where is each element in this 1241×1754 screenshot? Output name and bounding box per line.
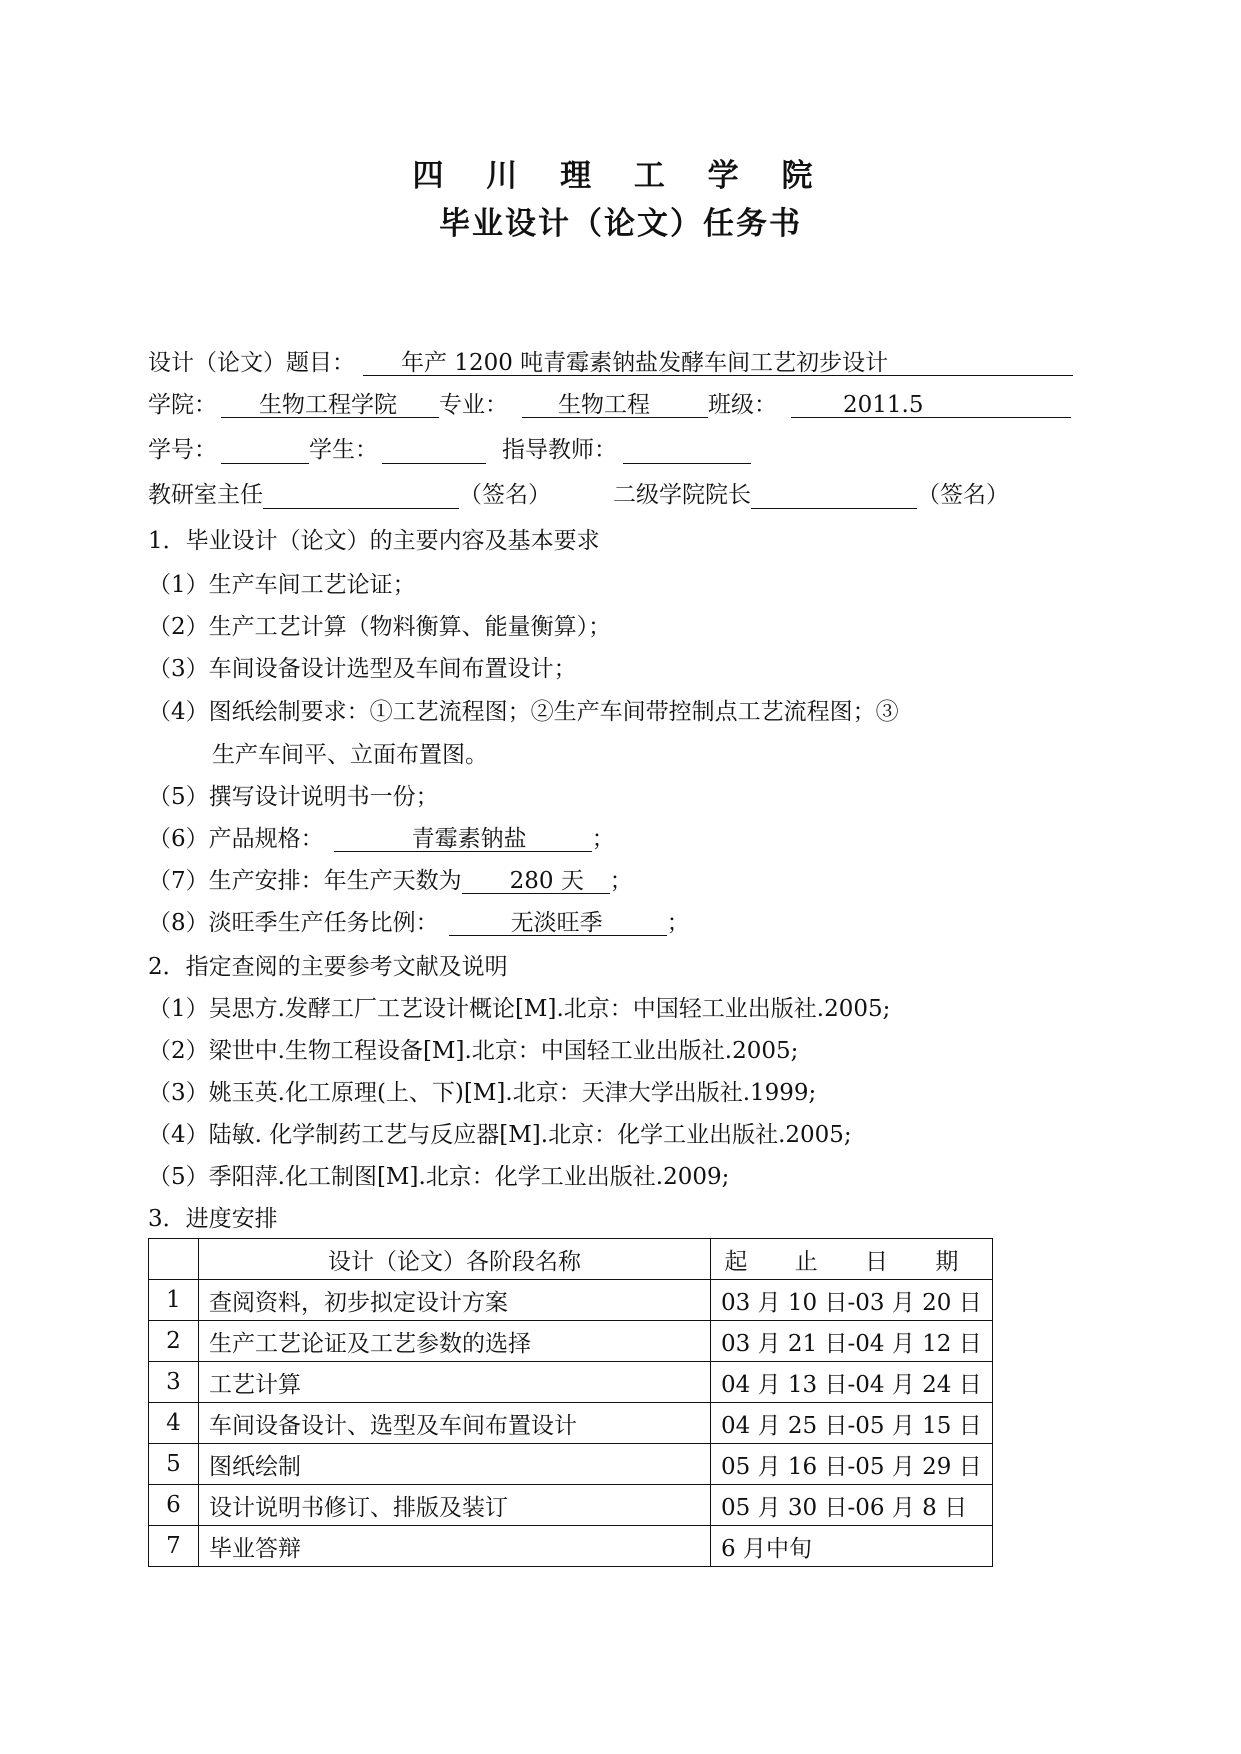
advisor-label: 指导教师： (502, 437, 617, 463)
table-row (149, 1444, 993, 1485)
date-range: 6 月中旬 (711, 1526, 993, 1567)
table-row (149, 1485, 993, 1526)
stage-name: 设计说明书修订、排版及装订 (199, 1485, 711, 1526)
requirement-item: （5）撰写设计说明书一份； (148, 784, 439, 810)
header-date-text: 起 止 日 期 (724, 1248, 979, 1275)
date-range: 05 月 30 日-06 月 8 日 (711, 1485, 993, 1526)
table-header-row (149, 1239, 993, 1280)
topic-label: 设计（论文）题目： (148, 350, 355, 376)
requirement-item: （4）图纸绘制要求：①工艺流程图；②生产车间带控制点工艺流程图；③ (148, 699, 899, 725)
section3-heading: 3．进度安排 (148, 1206, 278, 1232)
stage-name: 工艺计算 (199, 1362, 711, 1403)
header-number-cell (149, 1239, 199, 1280)
stage-name: 毕业答辩 (199, 1526, 711, 1567)
stage-name: 查阅资料，初步拟定设计方案 (199, 1280, 711, 1321)
dean-sign-note: （签名） (917, 482, 1009, 508)
product-spec-end: ； (591, 826, 615, 852)
product-spec-label: （6）产品规格： (148, 826, 324, 852)
stage-name: 车间设备设计、选型及车间布置设计 (199, 1403, 711, 1444)
student-id-value (221, 435, 309, 464)
major-value: 生物工程 (522, 390, 708, 418)
production-plan-end: ； (609, 868, 633, 894)
row-number: 6 (149, 1485, 199, 1526)
date-range: 04 月 13 日-04 月 24 日 (711, 1362, 993, 1403)
production-plan-label: （7）生产安排：年生产天数为 (148, 868, 462, 894)
header-date-cell (711, 1239, 993, 1280)
school-name: 四 川 理 工 学 院 (412, 158, 829, 194)
section2-heading: 2．指定查阅的主要参考文献及说明 (148, 954, 508, 980)
class-label: 班级： (708, 392, 777, 418)
class-value: 2011.5 (791, 390, 1071, 418)
table-row (149, 1526, 993, 1567)
dean-signature-field (751, 480, 917, 509)
season-ratio-end: ； (666, 910, 690, 936)
dean-label: 二级学院院长 (613, 482, 751, 508)
table-row (149, 1321, 993, 1362)
product-spec-line (148, 824, 615, 854)
major-label: 专业： (439, 392, 508, 418)
date-range: 05 月 16 日-05 月 29 日 (711, 1444, 993, 1485)
student-line (148, 435, 751, 465)
season-ratio-value: 无淡旺季 (449, 908, 667, 936)
schedule-table (148, 1238, 993, 1567)
college-value: 生物工程学院 (221, 390, 439, 418)
stage-name: 生产工艺论证及工艺参数的选择 (199, 1321, 711, 1362)
row-number: 1 (149, 1280, 199, 1321)
row-number: 5 (149, 1444, 199, 1485)
production-days-value: 280 天 (462, 866, 610, 894)
topic-value: 年产 1200 吨青霉素钠盐发酵车间工艺初步设计 (363, 348, 1073, 376)
season-ratio-line (148, 908, 690, 938)
header-stage-cell: 设计（论文）各阶段名称 (199, 1239, 711, 1280)
stage-name: 图纸绘制 (199, 1444, 711, 1485)
topic-line (148, 348, 1073, 378)
season-ratio-label: （8）淡旺季生产任务比例： (148, 910, 439, 936)
table-row (149, 1403, 993, 1444)
date-range: 04 月 25 日-05 月 15 日 (711, 1403, 993, 1444)
row-number: 2 (149, 1321, 199, 1362)
reference-item: （1）吴思方.发酵工厂工艺设计概论[M].北京：中国轻工业出版社.2005; (148, 996, 891, 1022)
reference-item: （4）陆敏. 化学制药工艺与反应器[M].北京：化学工业出版社.2005; (148, 1122, 852, 1148)
table-row (149, 1280, 993, 1321)
student-id-label: 学号： (148, 437, 217, 463)
signature-line (148, 480, 1009, 510)
document-title: 毕业设计（论文）任务书 (439, 206, 802, 242)
table-row (149, 1362, 993, 1403)
date-range: 03 月 10 日-03 月 20 日 (711, 1280, 993, 1321)
college-line (148, 390, 1071, 420)
advisor-value (623, 435, 751, 464)
student-value (382, 435, 486, 464)
row-number: 7 (149, 1526, 199, 1567)
section1-heading: 1．毕业设计（论文）的主要内容及基本要求 (148, 528, 600, 554)
production-plan-line (148, 866, 633, 896)
requirement-item-continued: 生产车间平、立面布置图。 (212, 742, 488, 768)
director-signature-field (263, 480, 459, 509)
row-number: 3 (149, 1362, 199, 1403)
director-sign-note: （签名） (459, 482, 551, 508)
product-spec-value: 青霉素钠盐 (334, 824, 592, 852)
requirement-item: （1）生产车间工艺论证； (148, 572, 416, 598)
student-label: 学生： (309, 437, 378, 463)
director-label: 教研室主任 (148, 482, 263, 508)
reference-item: （3）姚玉英.化工原理(上、下)[M].北京：天津大学出版社.1999; (148, 1080, 817, 1106)
requirement-item: （2）生产工艺计算（物料衡算、能量衡算）； (148, 614, 612, 640)
row-number: 4 (149, 1403, 199, 1444)
requirement-item: （3）车间设备设计选型及车间布置设计； (148, 656, 577, 682)
date-range: 03 月 21 日-04 月 12 日 (711, 1321, 993, 1362)
college-label: 学院： (148, 392, 217, 418)
reference-item: （5）季阳萍.化工制图[M].北京：化学工业出版社.2009; (148, 1164, 730, 1190)
reference-item: （2）梁世中.生物工程设备[M].北京：中国轻工业出版社.2005; (148, 1038, 799, 1064)
